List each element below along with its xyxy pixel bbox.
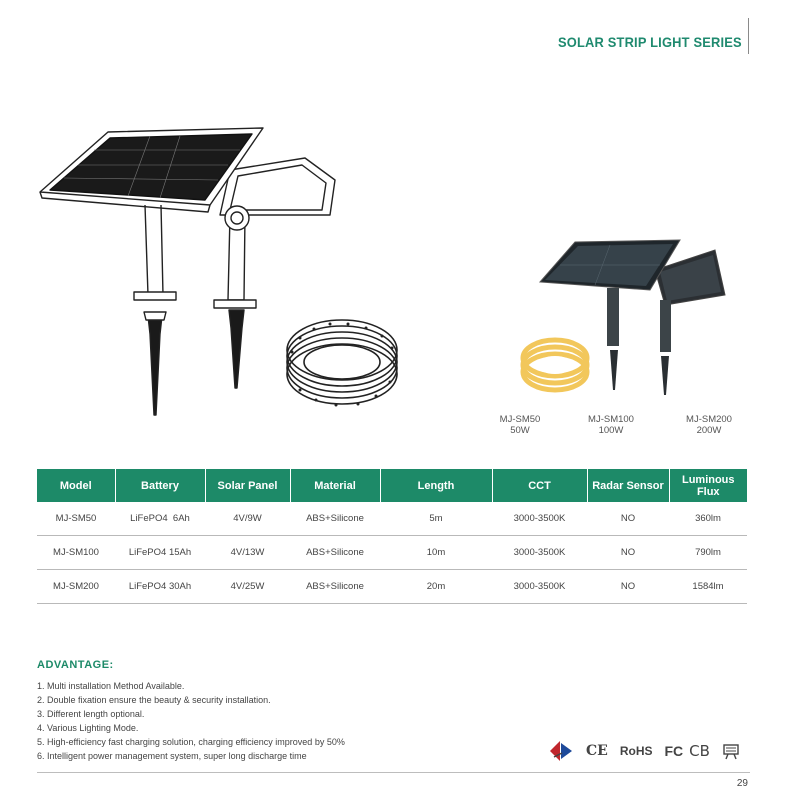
model-power: 50W xyxy=(510,425,530,436)
cell-battery: LiFePO4 30Ah xyxy=(115,570,205,604)
list-item: 2. Double fixation ensure the beauty & security installation. xyxy=(37,695,271,706)
model-name: MJ-SM100 xyxy=(588,414,634,425)
cell-solar-panel: 4V/25W xyxy=(205,570,290,604)
model-caption-sm200 xyxy=(669,414,749,436)
model-power: 200W xyxy=(696,425,722,436)
header-divider xyxy=(748,18,749,54)
footer-divider xyxy=(37,772,750,773)
cell-material: ABS+Silicone xyxy=(290,536,380,570)
certification-logos xyxy=(548,737,752,765)
cell-battery: LiFePO4 6Ah xyxy=(115,502,205,536)
ce-mark: CE xyxy=(586,743,608,759)
advantage-list xyxy=(37,679,345,764)
cell-radar-sensor: NO xyxy=(587,536,669,570)
table-header-row xyxy=(37,469,747,502)
cell-luminous-flux: 790lm xyxy=(669,536,747,570)
table-row xyxy=(37,536,747,570)
header-material: Material xyxy=(290,469,380,502)
rohs-mark: RoHS xyxy=(619,744,653,758)
model-power: 100W xyxy=(598,425,624,436)
spec-table xyxy=(37,469,747,604)
model-caption-sm50 xyxy=(480,414,560,436)
list-item: 5. High-efficiency fast charging solution, charging efficiency improved by 50% xyxy=(37,737,345,748)
list-item: 6. Intelligent power management system, super long discharge time xyxy=(37,751,307,762)
cell-cct: 3000-3500K xyxy=(492,502,587,536)
header-cct: CCT xyxy=(492,469,587,502)
header-battery: Battery xyxy=(115,469,205,502)
series-title: SOLAR STRIP LIGHT SERIES xyxy=(558,34,742,50)
cell-length: 5m xyxy=(380,502,492,536)
list-item: 3. Different length optional. xyxy=(37,709,145,720)
header-model: Model xyxy=(37,469,115,502)
model-caption-sm100 xyxy=(571,414,651,436)
table-row xyxy=(37,502,747,536)
header-luminous-flux: Luminous Flux xyxy=(669,469,747,502)
product-photo xyxy=(515,200,745,410)
cell-luminous-flux: 1584lm xyxy=(669,570,747,604)
header-solar-panel: Solar Panel xyxy=(205,469,290,502)
cell-radar-sensor: NO xyxy=(587,570,669,604)
cell-battery: LiFePO4 15Ah xyxy=(115,536,205,570)
tuv-mark-icon xyxy=(548,739,574,763)
cell-material: ABS+Silicone xyxy=(290,502,380,536)
cell-radar-sensor: NO xyxy=(587,502,669,536)
cb-mark: CB xyxy=(689,742,710,760)
cell-length: 20m xyxy=(380,570,492,604)
model-name: MJ-SM200 xyxy=(686,414,732,425)
cell-luminous-flux: 360lm xyxy=(669,502,747,536)
cell-model: MJ-SM100 xyxy=(37,536,115,570)
cell-solar-panel: 4V/9W xyxy=(205,502,290,536)
product-line-drawing xyxy=(30,120,410,420)
cell-model: MJ-SM200 xyxy=(37,570,115,604)
emc-mark-icon xyxy=(722,742,740,760)
cell-material: ABS+Silicone xyxy=(290,570,380,604)
table-row xyxy=(37,570,747,604)
header-radar-sensor: Radar Sensor xyxy=(587,469,669,502)
header-length: Length xyxy=(380,469,492,502)
model-name: MJ-SM50 xyxy=(499,414,541,425)
advantage-title: ADVANTAGE: xyxy=(37,659,114,671)
cell-cct: 3000-3500K xyxy=(492,536,587,570)
list-item: 1. Multi installation Method Available. xyxy=(37,681,185,691)
list-item: 4. Various Lighting Mode. xyxy=(37,723,139,734)
cell-cct: 3000-3500K xyxy=(492,570,587,604)
cell-solar-panel: 4V/13W xyxy=(205,536,290,570)
cell-model: MJ-SM50 xyxy=(37,502,115,536)
cell-length: 10m xyxy=(380,536,492,570)
page-number: 29 xyxy=(736,778,748,789)
fcc-mark: FC xyxy=(664,743,684,759)
